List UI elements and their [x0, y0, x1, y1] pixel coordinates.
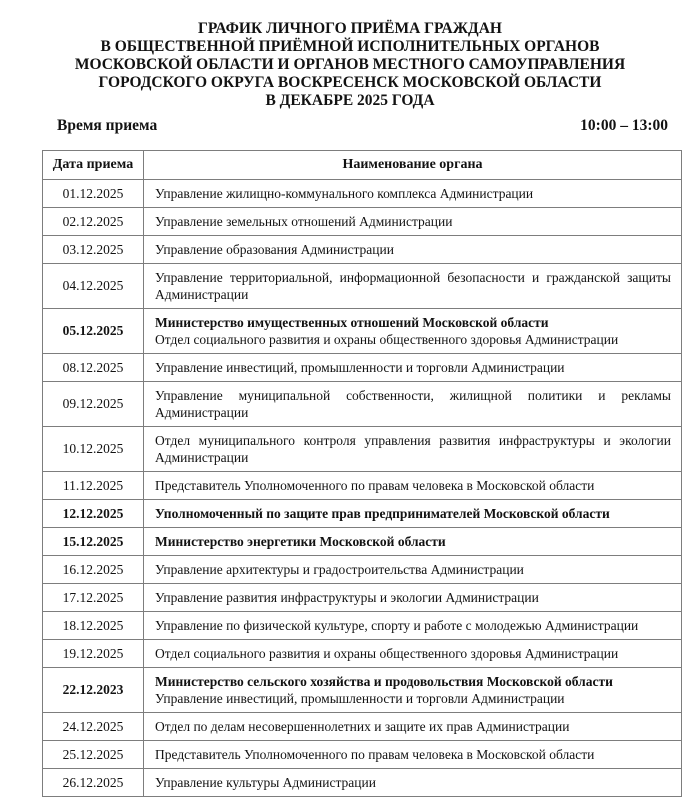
org-line: Отдел социального развития и охраны общественного здоровья Администрации — [155, 332, 619, 347]
document-title — [0, 0, 700, 110]
date-cell: 05.12.2025 — [43, 309, 144, 354]
date-cell: 03.12.2025 — [43, 236, 144, 264]
table-row — [43, 236, 682, 264]
date-cell: 22.12.2023 — [43, 668, 144, 713]
org-cell — [144, 713, 682, 741]
org-line: Управление развития инфраструктуры и экологии Администрации — [155, 590, 539, 605]
org-cell — [144, 264, 682, 309]
table-row — [43, 528, 682, 556]
date-column-header: Дата приема — [43, 151, 144, 180]
date-cell: 09.12.2025 — [43, 382, 144, 427]
org-line: Министерство имущественных отношений Московской области — [155, 315, 549, 330]
org-line: Представитель Уполномоченного по правам человека в Московской области — [155, 747, 595, 762]
org-line: Представитель Уполномоченного по правам человека в Московской области — [155, 478, 595, 493]
org-line: Управление образования Администрации — [155, 242, 394, 257]
table-row — [43, 309, 682, 354]
org-cell — [144, 309, 682, 354]
date-cell: 18.12.2025 — [43, 612, 144, 640]
date-cell: 12.12.2025 — [43, 500, 144, 528]
org-cell — [144, 556, 682, 584]
date-cell: 08.12.2025 — [43, 354, 144, 382]
org-cell — [144, 528, 682, 556]
org-cell — [144, 612, 682, 640]
reception-time-row — [0, 110, 700, 135]
org-cell — [144, 180, 682, 208]
title-line-2: В ОБЩЕСТВЕННОЙ ПРИЁМНОЙ ИСПОЛНИТЕЛЬНЫХ ОРГАНОВ — [100, 38, 600, 55]
org-line: Управление инвестиций, промышленности и торговли Администрации — [155, 360, 565, 375]
title-line-1: ГРАФИК ЛИЧНОГО ПРИЁМА ГРАЖДАН — [198, 20, 502, 37]
date-cell: 19.12.2025 — [43, 640, 144, 668]
table-row — [43, 208, 682, 236]
date-cell: 04.12.2025 — [43, 264, 144, 309]
org-cell — [144, 236, 682, 264]
org-line: Отдел по делам несовершеннолетних и защите их прав Администрации — [155, 719, 570, 734]
table-row — [43, 741, 682, 769]
table-row — [43, 556, 682, 584]
title-line-3: МОСКОВСКОЙ ОБЛАСТИ И ОРГАНОВ МЕСТНОГО САМОУПРАВЛЕНИЯ — [74, 56, 626, 73]
table-row — [43, 612, 682, 640]
table-row — [43, 713, 682, 741]
org-line: Отдел социального развития и охраны общественного здоровья Администрации — [155, 646, 619, 661]
table-row — [43, 382, 682, 427]
org-line: Управление культуры Администрации — [155, 775, 376, 790]
table-row — [43, 354, 682, 382]
org-cell — [144, 668, 682, 713]
date-cell: 17.12.2025 — [43, 584, 144, 612]
org-line: Управление земельных отношений Администрации — [155, 214, 453, 229]
date-cell: 24.12.2025 — [43, 713, 144, 741]
table-row — [43, 500, 682, 528]
date-cell: 16.12.2025 — [43, 556, 144, 584]
table-row — [43, 180, 682, 208]
org-cell — [144, 640, 682, 668]
table-row — [43, 584, 682, 612]
org-line: Уполномоченный по защите прав предпринимателей Московской области — [155, 506, 610, 521]
date-cell: 11.12.2025 — [43, 472, 144, 500]
table-row — [43, 427, 682, 472]
org-line: Министерство энергетики Московской области — [155, 534, 446, 549]
date-cell: 26.12.2025 — [43, 769, 144, 797]
schedule-table-body — [43, 180, 682, 797]
org-line: Управление территориальной, информационной безопасности и гражданской защиты Администрации — [155, 270, 671, 302]
date-cell: 10.12.2025 — [43, 427, 144, 472]
org-line: Отдел муниципального контроля управления развития инфраструктуры и экологии Администрации — [155, 433, 671, 465]
org-cell — [144, 382, 682, 427]
org-line: Управление муниципальной собственности, жилищной политики и рекламы Администрации — [155, 388, 671, 420]
reception-time-value: 10:00 – 13:00 — [580, 117, 668, 134]
org-line: Управление инвестиций, промышленности и торговли Администрации — [155, 691, 565, 706]
table-row — [43, 668, 682, 713]
org-cell — [144, 584, 682, 612]
date-cell: 25.12.2025 — [43, 741, 144, 769]
org-cell — [144, 472, 682, 500]
table-row — [43, 769, 682, 797]
org-cell — [144, 500, 682, 528]
org-cell — [144, 427, 682, 472]
org-line: Управление архитектуры и градостроительства Администрации — [155, 562, 524, 577]
org-column-header: Наименование органа — [144, 151, 682, 180]
schedule-table-head — [43, 151, 682, 180]
header-row — [43, 151, 682, 180]
org-line: Министерство сельского хозяйства и продовольствия Московской области — [155, 674, 613, 689]
org-cell — [144, 208, 682, 236]
schedule-table — [42, 150, 682, 797]
table-row — [43, 264, 682, 309]
org-line: Управление по физической культуре, спорту и работе с молодежью Администрации — [155, 618, 639, 633]
date-cell: 02.12.2025 — [43, 208, 144, 236]
org-cell — [144, 741, 682, 769]
title-line-4: ГОРОДСКОГО ОКРУГА ВОСКРЕСЕНСК МОСКОВСКОЙ ОБЛАСТИ — [98, 74, 602, 91]
date-cell: 15.12.2025 — [43, 528, 144, 556]
table-row — [43, 472, 682, 500]
org-cell — [144, 769, 682, 797]
title-line-5: В ДЕКАБРЕ 2025 ГОДА — [265, 92, 435, 109]
date-cell: 01.12.2025 — [43, 180, 144, 208]
org-cell — [144, 354, 682, 382]
org-line: Управление жилищно-коммунального комплекса Администрации — [155, 186, 534, 201]
reception-time-label: Время приема — [57, 117, 158, 134]
table-row — [43, 640, 682, 668]
